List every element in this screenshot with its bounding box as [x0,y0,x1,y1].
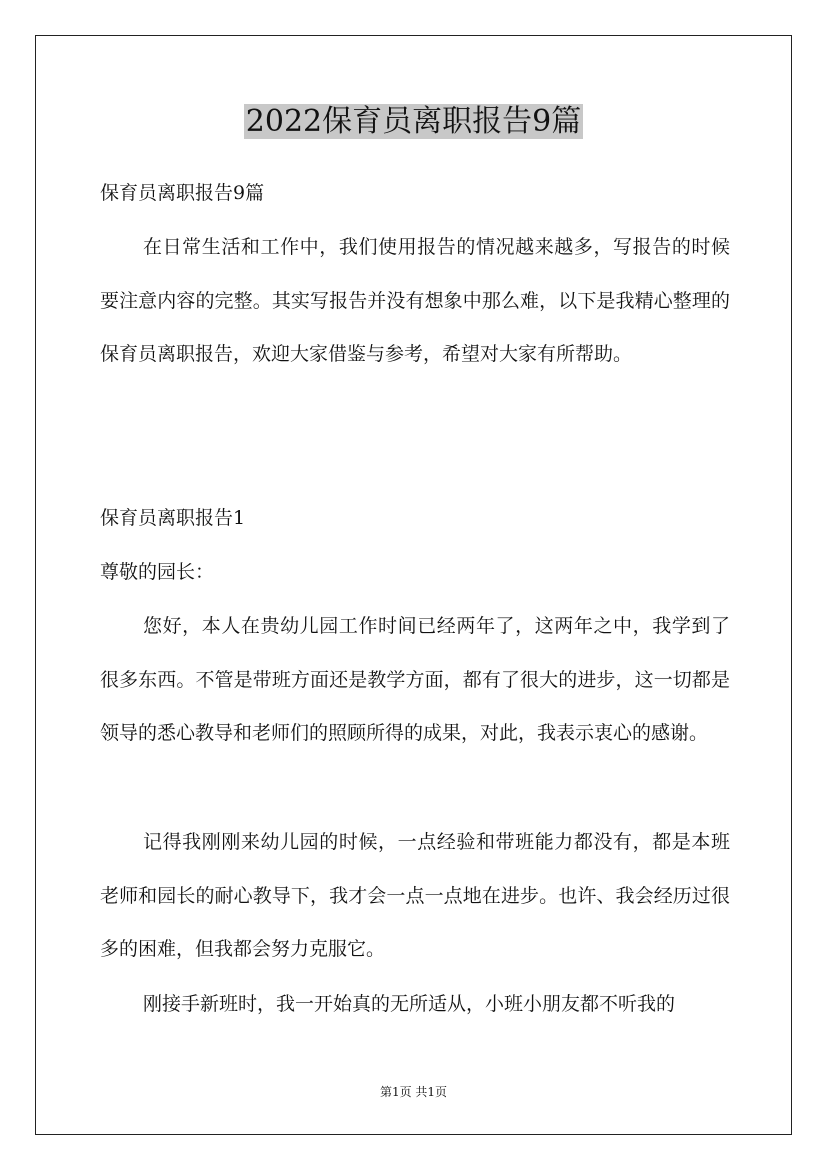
page-footer: 第1页 共1页 [379,1085,448,1099]
intro-paragraph: 在日常生活和工作中，我们使用报告的情况越来越多，写报告的时候要注意内容的完整。其实写报告并没有想象中那么难，以下是我精心整理的保育员离职报告，欢迎大家借鉴与参考，希望对大家有所帮助。 [100,236,730,365]
document-subtitle: 保育员离职报告9篇 [100,182,265,204]
body-paragraph-1: 您好，本人在贵幼儿园工作时间已经两年了，这两年之中，我学到了很多东西。不管是带班方面还是教学方面，都有了很大的进步，这一切都是领导的悉心教导和老师们的照顾所得的成果，对此，我表示衷心的感谢。 [100,615,730,744]
body-paragraph-3: 刚接手新班时，我一开始真的无所适从，小班小朋友都不听我的 [143,993,676,1015]
body-paragraph-2: 记得我刚刚来幼儿园的时候，一点经验和带班能力都没有，都是本班老师和园长的耐心教导下，我才会一点一点地在进步。也许、我会经历过很多的困难，但我都会努力克服它。 [100,831,730,960]
document-title [0,96,827,148]
section-heading: 保育员离职报告1 [100,507,246,529]
document-title-text: 2022保育员离职报告9篇 [245,104,582,139]
salutation: 尊敬的园长： [100,561,215,583]
